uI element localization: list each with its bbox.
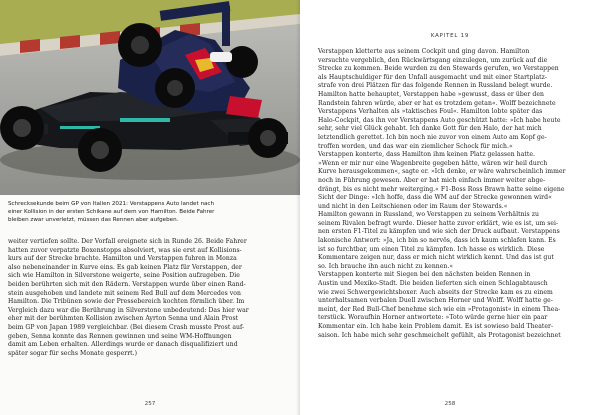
page-number-right: 258 — [444, 401, 456, 407]
text-line: sich wie Hamilton in Silverstone weigerte, seine Position aufzugeben. Die — [8, 272, 240, 280]
text-line: Austin und Mexiko-Stadt. Die beiden lieferten sich einen Schlagabtausch — [318, 280, 548, 288]
right-body-text — [318, 48, 590, 340]
text-line: Sicht der Dinge: »Ich hoffe, dass die WM auf der Strecke gewonnen wird« — [318, 194, 552, 202]
text-line: sehr, sehr viel Glück gehabt. Ich danke Gott für den Halo, der hat mich — [318, 125, 542, 133]
text-line: also nebeneinander in Kurve eins. Es gab keinen Platz für Verstappen, der — [8, 263, 242, 271]
text-line: Randstein fahren würde, aber er hat es trotzdem getan«. Wolff bezeichnete — [318, 99, 556, 107]
caption-line: Schrecksekunde beim GP von Italien 2021: Verstappens Auto landet nach — [8, 201, 215, 207]
text-line: Hamilton hatte behauptet, Verstappen habe »gewusst, dass er über den — [318, 90, 544, 98]
text-line: weiter vertiefen sollte. Der Vorfall ereignete sich in Runde 26. Beide Fahrer — [8, 238, 247, 245]
right-page — [300, 0, 600, 415]
photo-caption — [8, 200, 284, 225]
text-line: Kurve herausgekommen«, sagte er. »Ich denke, er wäre wahrscheinlich immer — [318, 168, 566, 176]
text-line: Hamilton gewann in Russland, wo Verstappen zu seinem Verhältnis zu — [318, 211, 539, 219]
text-line: Verstappens Verhalten als »taktisches Foul«. Hamilton lobte später das — [318, 108, 543, 116]
text-line: beiden berührten sich mit den Rädern. Verstappen wurde über einen Rand- — [8, 280, 246, 288]
text-line: und nicht in den Leitschienen oder im Raum der Stewards.« — [318, 202, 508, 210]
text-line: lakonische Antwort: »Ja, ich bin so nervös, dass ich kaum schlafen kann. Es — [318, 237, 556, 245]
text-line: Kommentar ein. Ich habe kein Problem damit. Es ist sowieso bald Theater- — [318, 323, 554, 330]
text-line: später sogar für sechs Monate gesperrt.) — [8, 349, 138, 357]
text-line: Strecke zu kommen. Beide wurden zu den Stewards gerufen, wo Verstappen — [318, 65, 559, 73]
text-line: Verstappen kletterte aus seinem Cockpit und ging davon. Hamilton — [318, 48, 530, 55]
text-line: so. Ich brauche ihn auch nicht zu kennen.« — [318, 262, 454, 270]
text-line: ist so furchtbar, um einen Titel zu kämpfen. Ich hasse es wirklich. Diese — [318, 245, 545, 253]
text-line: geben, Senna konnte das Rennen gewinnen und seine WM-Hoffnungen — [8, 332, 232, 340]
page-number-left: 257 — [144, 401, 156, 407]
text-line: meint, der Red Bull-Chef benehme sich wie ein »Protagonist« in einem Thea- — [318, 305, 561, 313]
text-line: kurs auf der Strecke brachte. Hamilton und Verstappen fuhren in Monza — [8, 255, 237, 263]
left-body-text — [8, 238, 286, 358]
caption-line: einer Kollision in der ersten Schikane auf dem von Hamilton. Beide Fahrer — [8, 209, 215, 216]
text-line: seinem Rivalen befragt wurde. Dieser hatte zuvor erklärt, wie es ist, um sei- — [318, 219, 559, 227]
text-line: hatten zuvor verpatzte Boxenstopps absolviert, was sie erst auf Kollisions- — [8, 246, 242, 254]
text-line: stein ausgehoben und landete mit seinem Red Bull auf dem Mercedes von — [8, 289, 241, 297]
text-line: Hamilton. Die Tribünen sowie der Pressebereich kochten förmlich über. Im — [8, 298, 245, 306]
text-line: »Wenn er mir nur eine Wagenbreite gegeben hätte, wären wir heil durch — [318, 159, 548, 167]
text-line: terstück. Woraufhin Horner antwortete: »Toto würde gerne hier ein paar — [318, 314, 548, 322]
text-line: unterhaltsamen verbalen Duell zwischen Horner und Wolff. Wolff hatte ge- — [318, 297, 553, 305]
text-line: noch in Führung gewesen. Aber er hat mich einfach immer weiter abge- — [318, 176, 546, 184]
crash-photo — [0, 0, 300, 195]
text-line: Vergleich dazu war die Berührung in Silverstone unbedeutend: Das hier war — [8, 306, 249, 314]
text-line: saison. Ich habe mich sehr geschmeichelt gefühlt, als Protagonist bezeichnet — [318, 331, 561, 339]
text-line: Verstappen konterte mit Siegen bei den nächsten beiden Rennen in — [318, 271, 531, 279]
text-line: Halo-Cockpit, das ihn vor Verstappens Auto geschützt hatte: »Ich habe heute — [318, 116, 561, 124]
text-line: eher mit der berühmten Kollision zwischen Ayrton Senna und Alain Prost — [8, 315, 239, 323]
text-line: versuchte vergeblich, den Rückwärtsgang einzulegen, um zurück auf die — [318, 56, 548, 64]
text-line: damit am Leben erhalten. Allerdings wurde er danach disqualifiziert und — [8, 341, 238, 349]
text-line: beim GP von Japan 1989 vergleichbar. (Bei diesem Crash musste Prost auf- — [8, 323, 245, 331]
text-line: nen ersten F1-Titel zu kämpfen und wie sich der Druck aufbaut. Verstappens — [318, 228, 560, 236]
text-line: drängt, bis es nicht mehr weiterging.« F1-Boss Ross Brawn hatte seine eigene — [318, 185, 565, 193]
text-line: strafe von drei Plätzen für das folgende Rennen in Russland belegt wurde. — [318, 82, 553, 90]
text-line: Kommentare zeigen nur, dass er mich nicht wirklich kennt. Und das ist gut — [318, 254, 554, 262]
caption-line: bleiben zwar unverletzt, müssen das Rennen aber aufgeben. — [8, 217, 179, 224]
chapter-label: KAPITEL 19 — [430, 33, 470, 39]
text-line: troffen worden, und das war ein ziemlicher Schock für mich.« — [318, 142, 513, 150]
text-line: Verstappen konterte, dass Hamilton ihm keinen Platz gelassen hatte. — [318, 151, 536, 159]
text-line: wie zwei Schwergewichtsboxer. Auch abseits der Strecke kam es zu einem — [318, 288, 553, 296]
text-line: als Hauptschuldiger für den Unfall ausgemacht und mit einer Startplatz- — [318, 73, 548, 81]
text-line: letztendlich gerettet. Ich bin noch nie zuvor von einem Auto am Kopf ge- — [318, 133, 547, 141]
